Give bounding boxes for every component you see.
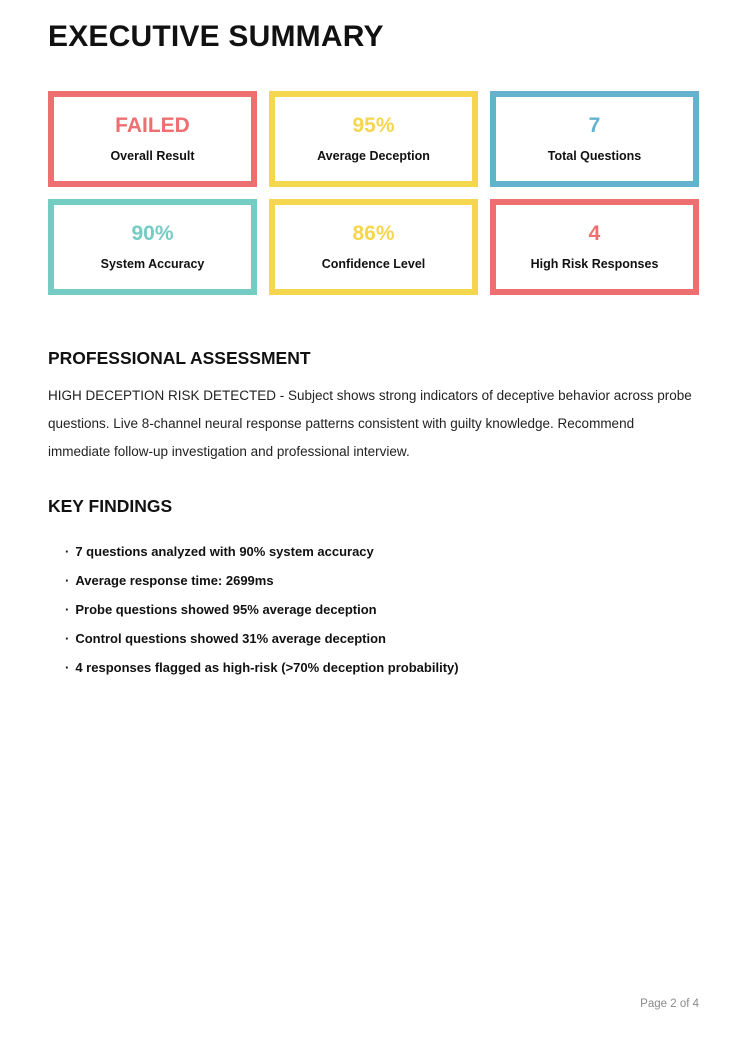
stat-label: Confidence Level (321, 256, 426, 271)
finding-item (65, 566, 699, 595)
page-title: EXECUTIVE SUMMARY (48, 20, 384, 53)
finding-text: Probe questions showed 95% average deception (75, 602, 377, 617)
finding-text: 4 responses flagged as high-risk (>70% deception probability) (75, 660, 459, 675)
stat-card-confidence-level (269, 199, 478, 295)
bullet-dot: · (65, 573, 70, 588)
finding-text: Average response time: 2699ms (75, 573, 274, 588)
findings-section-heading: KEY FINDINGS (48, 495, 173, 516)
stat-label: High Risk Responses (530, 256, 659, 271)
finding-text: Control questions showed 31% average deception (75, 631, 386, 646)
page-number: Page 2 of 4 (640, 998, 699, 1010)
stat-cards-grid (48, 91, 699, 295)
stat-value: 90% (131, 221, 174, 245)
finding-item (65, 537, 699, 566)
stat-label: Average Deception (317, 148, 430, 163)
stat-card-total-questions (490, 91, 699, 187)
stat-label: Overall Result (110, 148, 195, 163)
stat-value: 86% (352, 221, 395, 245)
finding-item (65, 653, 699, 682)
finding-text: 7 questions analyzed with 90% system accuracy (75, 544, 374, 559)
bullet-dot: · (65, 631, 70, 646)
stat-card-overall-result (48, 91, 257, 187)
assessment-section-heading: PROFESSIONAL ASSESSMENT (48, 347, 311, 368)
stat-label: Total Questions (547, 148, 642, 163)
assessment-body-text: HIGH DECEPTION RISK DETECTED - Subject shows strong indicators of deceptive behavior across probe questions. Live 8-channel neural response patterns consistent with guilty knowledge. Recommend immediate follow-up investigation and professional interview. (48, 387, 692, 459)
stat-label: System Accuracy (100, 256, 205, 271)
stat-card-average-deception (269, 91, 478, 187)
bullet-dot: · (65, 544, 70, 559)
finding-item (65, 595, 699, 624)
stat-value: FAILED (115, 113, 190, 137)
stat-value: 4 (588, 221, 601, 245)
bullet-dot: · (65, 602, 70, 617)
bullet-dot: · (65, 660, 70, 675)
findings-list (48, 537, 699, 682)
stat-card-high-risk-responses (490, 199, 699, 295)
finding-item (65, 624, 699, 653)
stat-value: 7 (588, 113, 601, 137)
stat-card-system-accuracy (48, 199, 257, 295)
stat-value: 95% (352, 113, 395, 137)
